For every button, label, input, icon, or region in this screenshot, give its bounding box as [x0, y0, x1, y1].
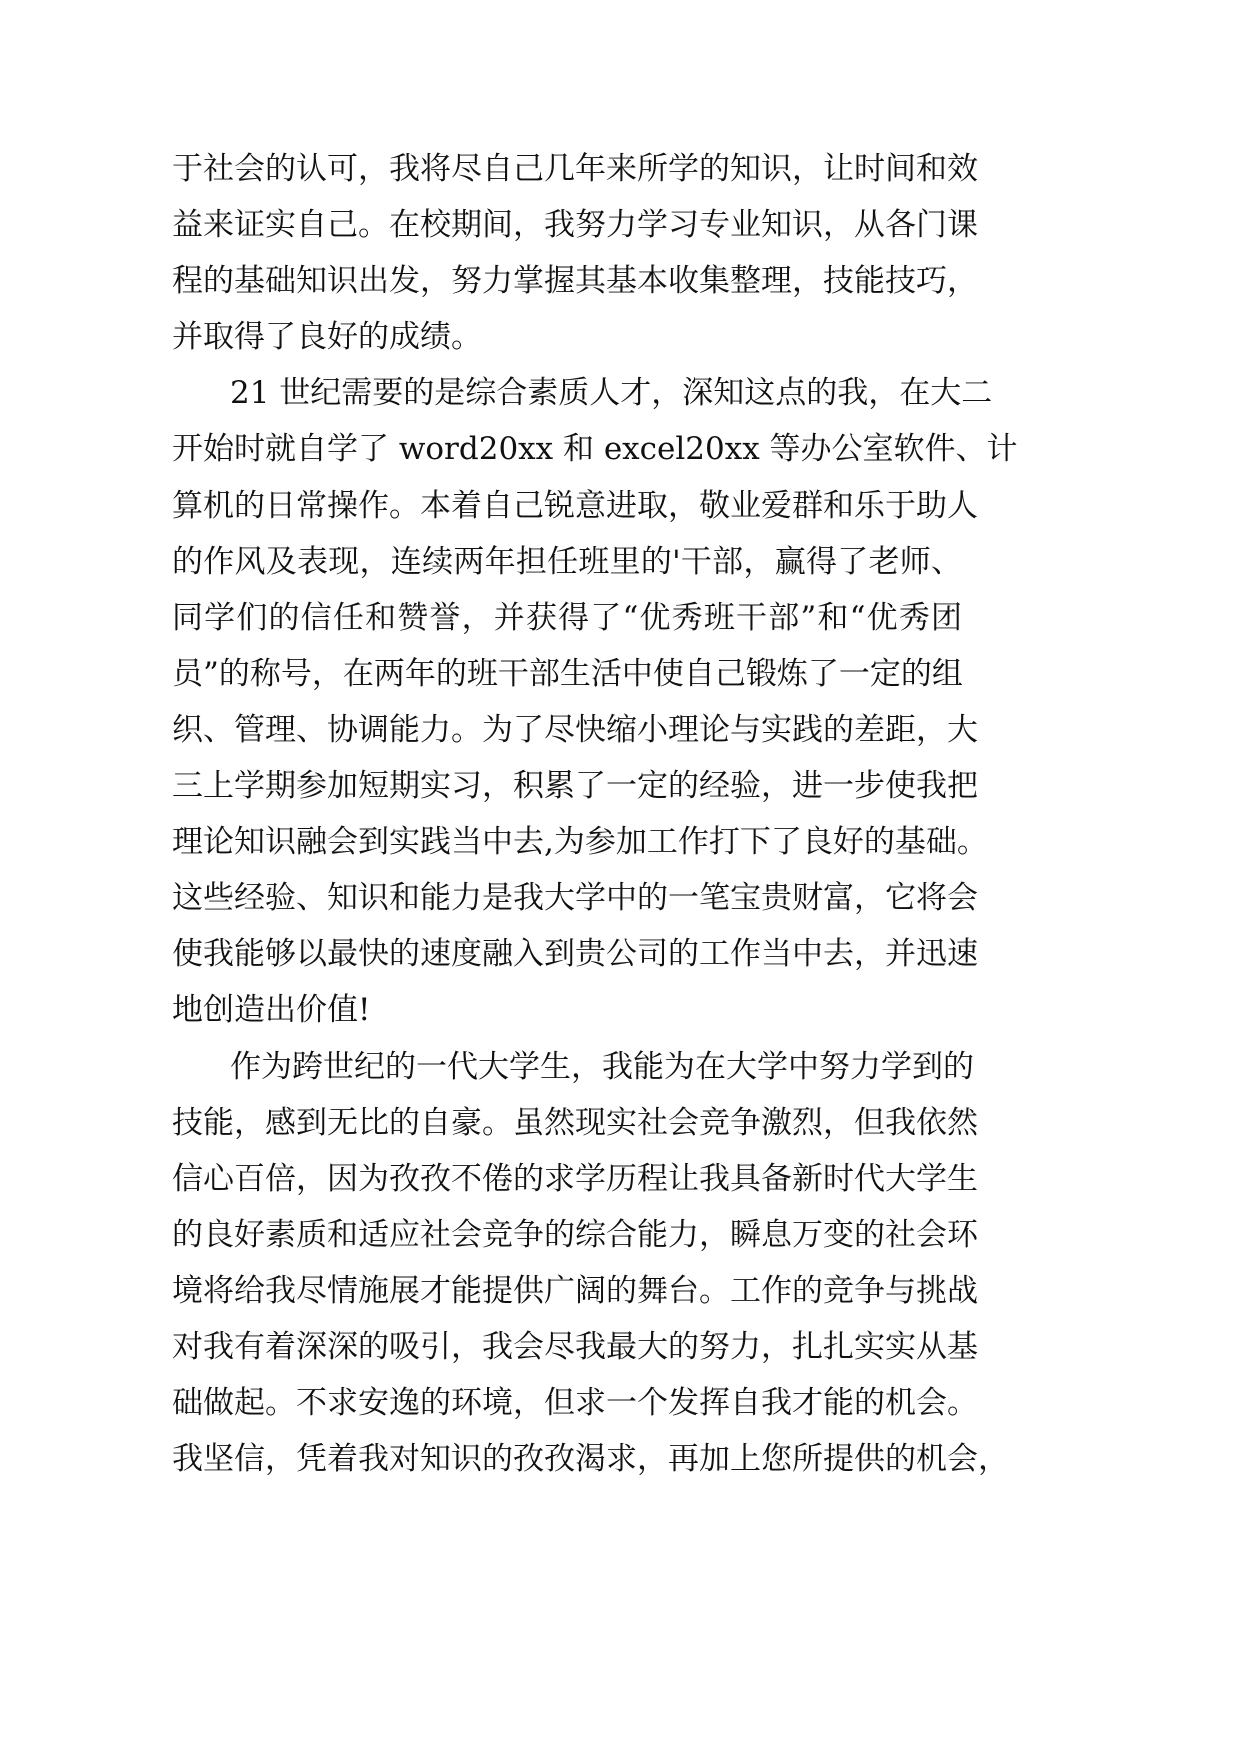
text-line: 的作风及表现，连续两年担任班里的'干部，赢得了老师、: [172, 543, 962, 580]
text-line: 这些经验、知识和能力是我大学中的一笔宝贵财富，它将会: [172, 880, 978, 917]
text-line: 程的基础知识出发，努力掌握其基本收集整理，技能技巧，: [172, 263, 978, 300]
text-line: 益来证实自己。在校期间，我努力学习专业知识，从各门课: [172, 207, 978, 244]
text-line: 作为跨世纪的一代大学生，我能为在大学中努力学到的: [230, 1048, 974, 1085]
text-line: 于社会的认可，我将尽自己几年来所学的知识，让时间和效: [172, 151, 978, 187]
body-text: [172, 141, 1018, 1487]
text-line: 三上学期参加短期实习，积累了一定的经验，进一步使我把: [172, 768, 978, 805]
text-line: 员”的称号，在两年的班干部生活中使自己锻炼了一定的组: [172, 655, 963, 692]
text-line: 我坚信，凭着我对知识的孜孜渴求，再加上您所提供的机会，: [172, 1441, 1009, 1478]
text-line: 理论知识融会到实践当中去,为参加工作打下了良好的基础。: [172, 824, 988, 861]
text-line: 的良好素质和适应社会竞争的综合能力，瞬息万变的社会环: [172, 1216, 978, 1253]
text-line: 地创造出价值!: [172, 992, 371, 1029]
text-line: 21 世纪需要的是综合素质人才，深知这点的我，在大二: [230, 375, 993, 412]
text-line: 对我有着深深的吸引，我会尽我最大的努力，扎扎实实从基: [172, 1328, 978, 1365]
text-line: 织、管理、协调能力。为了尽快缩小理论与实践的差距，大: [172, 711, 978, 748]
text-line: 算机的日常操作。本着自己锐意进取，敬业爱群和乐于助人: [172, 487, 978, 524]
text-line: 并取得了良好的成绩。: [172, 319, 482, 356]
text-line: 使我能够以最快的速度融入到贵公司的工作当中去，并迅速: [172, 936, 978, 973]
text-line: 础做起。不求安逸的环境，但求一个发挥自我才能的机会。: [172, 1385, 978, 1422]
text-line: 技能，感到无比的自豪。虽然现实社会竞争激烈，但我依然: [172, 1104, 978, 1141]
text-line: 同学们的信任和赞誉，并获得了“优秀班干部”和“优秀团: [172, 599, 962, 636]
text-line: 信心百倍，因为孜孜不倦的求学历程让我具备新时代大学生: [172, 1160, 978, 1197]
text-line: 开始时就自学了 word20xx 和 excel20xx 等办公室软件、计: [172, 431, 1018, 468]
text-line: 境将给我尽情施展才能提供广阔的舞台。工作的竞争与挑战: [172, 1272, 978, 1309]
